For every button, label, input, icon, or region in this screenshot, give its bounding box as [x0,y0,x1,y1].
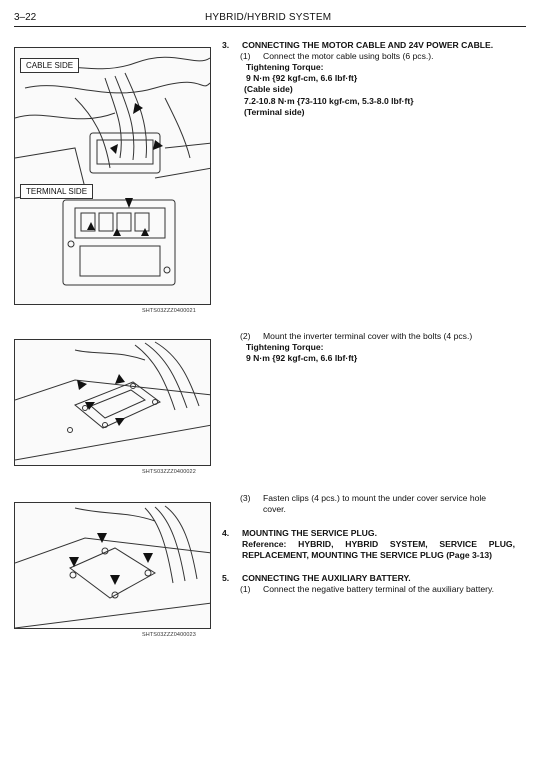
reference-link[interactable]: Reference: HYBRID, HYBRID SYSTEM, SERVICE PLUG, [242,539,515,549]
substep-number: (1) [240,584,251,594]
header-rule [14,26,526,27]
callout-cable-side: CABLE SIDE [20,58,79,73]
torque-side: (Cable side) [244,84,293,94]
torque-value: 9 N·m {92 kgf-cm, 6.6 lbf·ft} [246,353,358,363]
substep-text: Connect the negative battery terminal of the auxiliary battery. [263,584,495,594]
torque-side: (Terminal side) [244,107,305,117]
page-number: 3–22 [14,12,37,23]
figure-code: SHTS03ZZZ0400022 [142,469,196,475]
step-number: 4. [222,528,230,538]
section-title: HYBRID/HYBRID SYSTEM [205,12,332,23]
substep-text: cover. [263,504,286,514]
substep-number: (2) [240,331,251,341]
step-title: CONNECTING THE MOTOR CABLE AND 24V POWER CABLE. [242,40,494,50]
step-number: 5. [222,573,230,583]
figure-code: SHTS03ZZZ0400023 [142,632,196,638]
reference-link[interactable]: REPLACEMENT, MOUNTING THE SERVICE PLUG (Page 3-13) [242,550,493,560]
substep-number: (1) [240,51,251,61]
substep-text: Connect the motor cable using bolts (6 pcs.). [263,51,434,61]
step-title: CONNECTING THE AUXILIARY BATTERY. [242,573,411,583]
substep-number: (3) [240,493,251,503]
step-number: 3. [222,40,230,50]
figure-code: SHTS03ZZZ0400021 [142,308,196,314]
substep-text: Fasten clips (4 pcs.) to mount the under cover service hole [263,493,487,503]
figure-motor-cable [14,47,211,305]
figure-terminal-cover [14,339,211,466]
torque-value: 9 N·m {92 kgf-cm, 6.6 lbf·ft} [246,73,358,83]
callout-terminal-side: TERMINAL SIDE [20,184,93,199]
terminal-cover-illustration [15,340,211,466]
torque-label: Tightening Torque: [246,62,324,72]
torque-value: 7.2-10.8 N·m {73-110 kgf-cm, 5.3-8.0 lbf·ft} [244,96,414,106]
substep-text: Mount the inverter terminal cover with the bolts (4 pcs.) [263,331,473,341]
figure-service-hole-cover [14,502,211,629]
service-hole-cover-illustration [15,503,211,629]
motor-cable-illustration [15,48,211,305]
torque-label: Tightening Torque: [246,342,324,352]
step-title: MOUNTING THE SERVICE PLUG. [242,528,377,538]
